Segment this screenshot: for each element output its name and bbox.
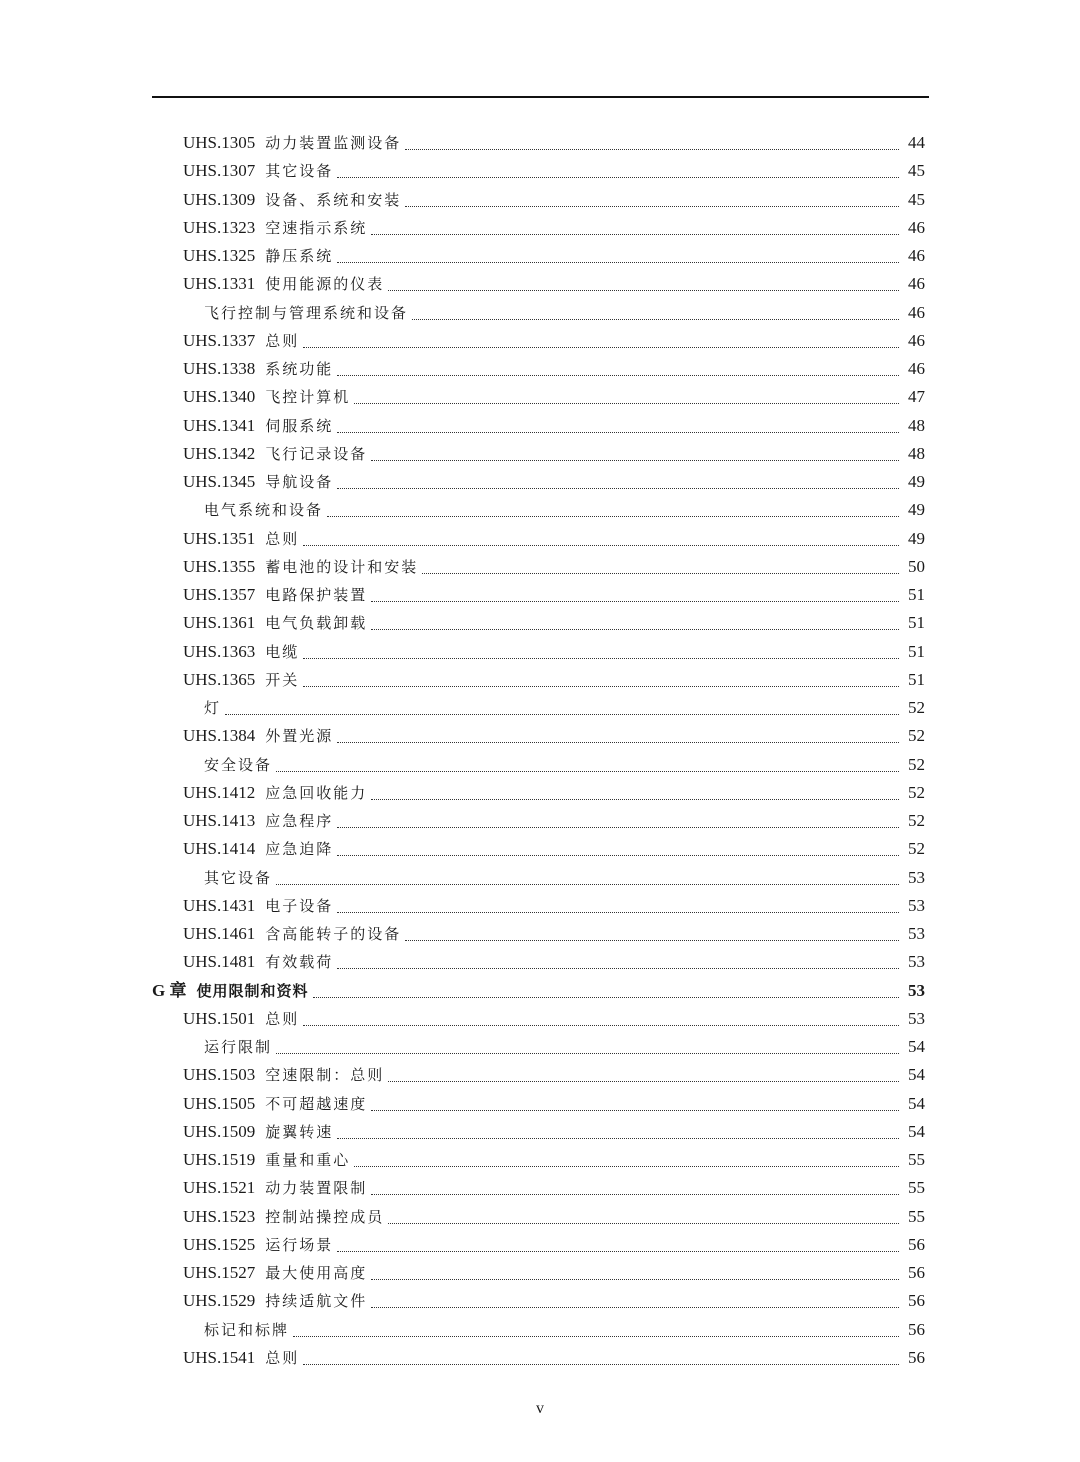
toc-entry-title: 开关: [265, 670, 300, 689]
toc-entry-title: 电子设备: [265, 896, 334, 915]
dot-leader: [303, 1363, 899, 1365]
toc-entry-page: 46: [908, 217, 925, 237]
toc-entry-section[interactable]: [0, 1174, 1080, 1202]
toc-entry-page: 54: [908, 1093, 925, 1113]
toc-entry-section[interactable]: [0, 468, 1080, 496]
dot-leader: [371, 459, 899, 461]
toc-entry-code: UHS.1305: [183, 133, 256, 153]
toc-entry-code: UHS.1519: [183, 1150, 256, 1170]
toc-entry-title: 其它设备: [204, 868, 273, 887]
toc-entry-section[interactable]: [0, 1259, 1080, 1287]
toc-entry-section[interactable]: [0, 214, 1080, 242]
toc-entry-page: 53: [908, 980, 925, 1000]
toc-entry-page: 48: [908, 443, 925, 463]
toc-entry-title: 总则: [265, 529, 300, 548]
toc-entry-code: UHS.1342: [183, 443, 256, 463]
dot-leader: [405, 939, 899, 941]
toc-entry-title: 导航设备: [265, 473, 334, 492]
toc-entry-code: UHS.1307: [183, 161, 256, 181]
toc-entry-title: 空速指示系统: [265, 218, 368, 237]
toc-entry-title: 电路保护装置: [265, 586, 368, 605]
toc-entry-title: 外置光源: [265, 727, 334, 746]
dot-leader: [303, 685, 899, 687]
toc-entry-code: UHS.1363: [183, 641, 256, 661]
dot-leader: [313, 996, 900, 998]
toc-entry-page: 56: [908, 1319, 925, 1339]
toc-entry-title: 系统功能: [265, 360, 334, 379]
dot-leader: [337, 826, 899, 828]
toc-entry-page: 56: [908, 1291, 925, 1311]
toc-entry-code: UHS.1509: [183, 1121, 256, 1141]
toc-entry-title: 标记和标牌: [204, 1320, 290, 1339]
toc-entry-code: UHS.1351: [183, 528, 256, 548]
toc-entry-title: 总则: [265, 1348, 300, 1367]
toc-entry-group[interactable]: [0, 299, 1080, 327]
toc-entry-section[interactable]: [0, 383, 1080, 411]
dot-leader: [337, 967, 899, 969]
toc-entry-code: UHS.1412: [183, 782, 256, 802]
toc-entry-title: 电缆: [265, 642, 300, 661]
dot-leader: [371, 1278, 899, 1280]
toc-entry-code: UHS.1357: [183, 585, 256, 605]
toc-entry-code: UHS.1541: [183, 1347, 256, 1367]
toc-entry-title: 旋翼转速: [265, 1122, 334, 1141]
toc-entry-section[interactable]: [0, 553, 1080, 581]
toc-entry-section[interactable]: [0, 948, 1080, 976]
toc-entry-section[interactable]: [0, 186, 1080, 214]
toc-entry-section[interactable]: [0, 1344, 1080, 1372]
toc-entry-title: 电气负载卸载: [265, 614, 368, 633]
toc-entry-code: UHS.1501: [183, 1008, 256, 1028]
toc-entry-section[interactable]: [0, 581, 1080, 609]
toc-entry-section[interactable]: [0, 1118, 1080, 1146]
toc-entry-group[interactable]: [0, 864, 1080, 892]
dot-leader: [337, 741, 899, 743]
toc-entry-page: 53: [908, 924, 925, 944]
toc-entry-section[interactable]: [0, 722, 1080, 750]
dot-leader: [337, 854, 899, 856]
dot-leader: [405, 205, 899, 207]
toc-entry-section[interactable]: [0, 779, 1080, 807]
toc-entry-title: 动力装置监测设备: [265, 134, 402, 153]
toc-entry-code: UHS.1323: [183, 217, 256, 237]
dot-leader: [225, 713, 899, 715]
toc-entry-page: 49: [908, 472, 925, 492]
toc-entry-page: 55: [908, 1206, 925, 1226]
dot-leader: [371, 628, 899, 630]
dot-leader: [371, 1306, 899, 1308]
toc-entry-title: 重量和重心: [265, 1151, 351, 1170]
dot-leader: [371, 798, 899, 800]
toc-entry-page: 55: [908, 1178, 925, 1198]
toc-entry-title: 空速限制：总则: [265, 1066, 385, 1085]
toc-entry-page: 54: [908, 1037, 925, 1057]
toc-entry-section[interactable]: [0, 355, 1080, 383]
toc-entry-section[interactable]: [0, 270, 1080, 298]
dot-leader: [337, 431, 899, 433]
dot-leader: [337, 261, 899, 263]
toc-entry-page: 46: [908, 359, 925, 379]
dot-leader: [276, 1052, 899, 1054]
toc-entry-title: 有效载荷: [265, 953, 334, 972]
toc-entry-section[interactable]: [0, 892, 1080, 920]
toc-entry-code: UHS.1331: [183, 274, 256, 294]
toc-entry-title: 应急程序: [265, 812, 334, 831]
toc-entry-code: UHS.1527: [183, 1263, 256, 1283]
toc-entry-page: 56: [908, 1347, 925, 1367]
toc-entry-title: 飞行控制与管理系统和设备: [204, 303, 409, 322]
dot-leader: [303, 544, 899, 546]
dot-leader: [293, 1335, 899, 1337]
toc-entry-code: UHS.1338: [183, 359, 256, 379]
dot-leader: [388, 289, 899, 291]
toc-entry-section[interactable]: [0, 129, 1080, 157]
page-number: v: [536, 1400, 544, 1417]
toc-entry-page: 47: [908, 387, 925, 407]
header-rule: [152, 96, 929, 98]
toc-entry-title: 设备、系统和安装: [265, 190, 402, 209]
toc-entry-title: 使用限制和资料: [196, 981, 309, 1000]
toc-entry-code: UHS.1341: [183, 415, 256, 435]
toc-entry-title: 运行场景: [265, 1235, 334, 1254]
toc-entry-code: UHS.1414: [183, 839, 256, 859]
dot-leader: [354, 1165, 899, 1167]
toc-entry-section[interactable]: [0, 807, 1080, 835]
toc-entry-title: 蓄电池的设计和安装: [265, 557, 419, 576]
toc-entry-page: 52: [908, 754, 925, 774]
toc-entry-code: UHS.1481: [183, 952, 256, 972]
toc-entry-title: 其它设备: [265, 162, 334, 181]
toc-entry-code: UHS.1503: [183, 1065, 256, 1085]
toc-entry-page: 53: [908, 1008, 925, 1028]
toc-entry-page: 51: [908, 585, 925, 605]
toc-entry-title: 总则: [265, 331, 300, 350]
dot-leader: [405, 148, 899, 150]
toc-entry-title: 控制站操控成员: [265, 1207, 385, 1226]
dot-leader: [422, 572, 899, 574]
dot-leader: [412, 318, 899, 320]
toc-entry-page: 56: [908, 1234, 925, 1254]
dot-leader: [354, 402, 899, 404]
toc-entry-title: 电气系统和设备: [204, 501, 324, 520]
dot-leader: [337, 1250, 899, 1252]
toc-entry-group[interactable]: [0, 1033, 1080, 1061]
dot-leader: [388, 1222, 899, 1224]
dot-leader: [337, 374, 899, 376]
toc-entry-page: 49: [908, 528, 925, 548]
toc-entry-page: 53: [908, 952, 925, 972]
toc-entry-code: UHS.1384: [183, 726, 256, 746]
toc-entry-page: 52: [908, 839, 925, 859]
toc-entry-section[interactable]: [0, 412, 1080, 440]
toc-entry-section[interactable]: [0, 1146, 1080, 1174]
toc-entry-section[interactable]: [0, 327, 1080, 355]
toc-entry-page: 52: [908, 726, 925, 746]
toc-entry-title: 静压系统: [265, 247, 334, 266]
toc-entry-section[interactable]: [0, 1203, 1080, 1231]
toc-entry-title: 最大使用高度: [265, 1264, 368, 1283]
toc-entry-section[interactable]: [0, 1005, 1080, 1033]
toc-entry-section[interactable]: [0, 525, 1080, 553]
toc-entry-section[interactable]: [0, 242, 1080, 270]
dot-leader: [371, 1109, 899, 1111]
dot-leader: [327, 515, 899, 517]
toc-entry-page: 46: [908, 246, 925, 266]
toc-entry-group[interactable]: [0, 751, 1080, 779]
toc-entry-page: 51: [908, 641, 925, 661]
toc-entry-page: 52: [908, 811, 925, 831]
toc-entry-code: UHS.1345: [183, 472, 256, 492]
toc-entry-page: 52: [908, 698, 925, 718]
toc-entry-page: 46: [908, 330, 925, 350]
toc-entry-page: 46: [908, 274, 925, 294]
toc-entry-section[interactable]: [0, 920, 1080, 948]
toc-entry-title: 安全设备: [204, 755, 273, 774]
toc-entry-code: UHS.1505: [183, 1093, 256, 1113]
toc-entry-code: UHS.1337: [183, 330, 256, 350]
dot-leader: [337, 1137, 899, 1139]
dot-leader: [371, 233, 899, 235]
toc-entry-title: 使用能源的仪表: [265, 275, 385, 294]
toc-entry-page: 51: [908, 613, 925, 633]
toc-entry-page: 53: [908, 895, 925, 915]
toc-entry-code: UHS.1340: [183, 387, 256, 407]
toc-entry-code: UHS.1361: [183, 613, 256, 633]
toc-entry-page: 52: [908, 782, 925, 802]
toc-entry-title: 灯: [204, 699, 222, 718]
toc-entry-group[interactable]: [0, 694, 1080, 722]
toc-entry-page: 45: [908, 189, 925, 209]
toc-entry-page: 46: [908, 302, 925, 322]
toc-entry-section[interactable]: [0, 638, 1080, 666]
toc-entry-page: 55: [908, 1150, 925, 1170]
toc-entry-code: UHS.1309: [183, 189, 256, 209]
toc-entry-title: 含高能转子的设备: [265, 925, 402, 944]
toc-entry-code: UHS.1521: [183, 1178, 256, 1198]
toc-entry-code: G 章: [152, 980, 187, 1000]
dot-leader: [276, 770, 899, 772]
dot-leader: [388, 1080, 899, 1082]
dot-leader: [337, 176, 899, 178]
toc-entry-page: 54: [908, 1121, 925, 1141]
toc-entry-page: 51: [908, 669, 925, 689]
toc-entry-title: 飞控计算机: [265, 388, 351, 407]
toc-entry-page: 56: [908, 1263, 925, 1283]
toc-entry-section[interactable]: [0, 666, 1080, 694]
toc-entry-code: UHS.1413: [183, 811, 256, 831]
dot-leader: [371, 600, 899, 602]
toc-entry-title: 不可超越速度: [265, 1094, 368, 1113]
toc-entry-chapter[interactable]: [0, 977, 1080, 1005]
toc-entry-title: 伺服系统: [265, 416, 334, 435]
toc-entry-page: 54: [908, 1065, 925, 1085]
dot-leader: [371, 1193, 899, 1195]
toc-entry-title: 应急回收能力: [265, 783, 368, 802]
toc-entry-title: 动力装置限制: [265, 1179, 368, 1198]
toc-entry-code: UHS.1325: [183, 246, 256, 266]
toc-entry-page: 45: [908, 161, 925, 181]
toc-entry-code: UHS.1431: [183, 895, 256, 915]
toc-entry-code: UHS.1523: [183, 1206, 256, 1226]
table-of-contents: [0, 129, 1080, 1372]
toc-entry-section[interactable]: [0, 440, 1080, 468]
toc-entry-title: 运行限制: [204, 1038, 273, 1057]
dot-leader: [303, 657, 899, 659]
toc-entry-code: UHS.1355: [183, 556, 256, 576]
toc-entry-title: 应急迫降: [265, 840, 334, 859]
toc-entry-page: 50: [908, 556, 925, 576]
dot-leader: [303, 346, 899, 348]
dot-leader: [337, 487, 899, 489]
toc-entry-section[interactable]: [0, 835, 1080, 863]
toc-entry-section[interactable]: [0, 1090, 1080, 1118]
toc-entry-code: UHS.1525: [183, 1234, 256, 1254]
toc-entry-section[interactable]: [0, 1231, 1080, 1259]
dot-leader: [303, 1024, 899, 1026]
toc-entry-section[interactable]: [0, 609, 1080, 637]
toc-entry-section[interactable]: [0, 1287, 1080, 1315]
dot-leader: [276, 883, 899, 885]
toc-entry-page: 53: [908, 867, 925, 887]
toc-entry-page: 49: [908, 500, 925, 520]
toc-entry-code: UHS.1365: [183, 669, 256, 689]
toc-entry-title: 总则: [265, 1009, 300, 1028]
toc-entry-section[interactable]: [0, 1061, 1080, 1089]
toc-entry-section[interactable]: [0, 157, 1080, 185]
toc-entry-group[interactable]: [0, 1316, 1080, 1344]
toc-entry-code: UHS.1529: [183, 1291, 256, 1311]
toc-entry-page: 48: [908, 415, 925, 435]
dot-leader: [337, 911, 899, 913]
toc-entry-title: 飞行记录设备: [265, 444, 368, 463]
toc-entry-code: UHS.1461: [183, 924, 256, 944]
toc-entry-page: 44: [908, 133, 925, 153]
toc-entry-title: 持续适航文件: [265, 1292, 368, 1311]
toc-entry-group[interactable]: [0, 496, 1080, 524]
